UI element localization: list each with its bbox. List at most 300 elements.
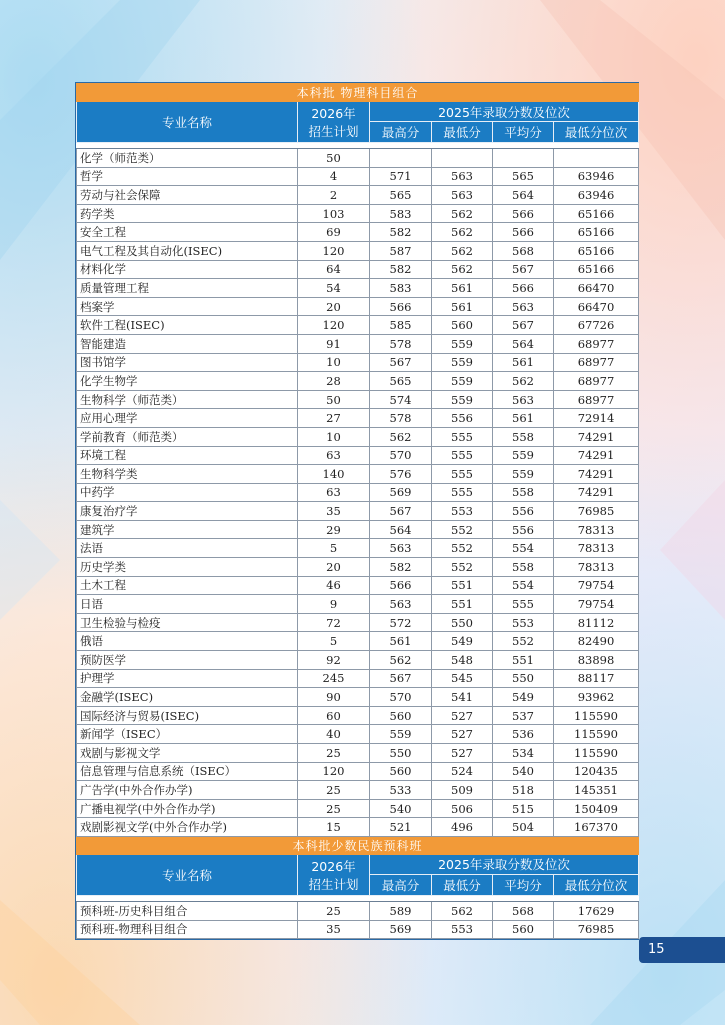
table-row [77,539,639,558]
plan-cell: 27 [298,409,370,428]
avg-score-cell: 563 [493,297,554,316]
major-cell: 劳动与社会保障 [77,186,298,205]
major-cell: 广告学(中外合作办学) [77,781,298,800]
plan-cell: 120 [298,241,370,260]
min-rank-cell: 115590 [554,744,639,763]
major-cell: 预科班-历史科目组合 [77,901,298,920]
min-rank-cell: 66470 [554,297,639,316]
min-score-cell: 541 [432,688,493,707]
min-rank-cell: 63946 [554,186,639,205]
max-score-cell: 559 [370,725,432,744]
table-row [77,334,639,353]
min-rank-cell: 74291 [554,483,639,502]
min-rank-cell: 65166 [554,260,639,279]
min-score-cell: 562 [432,241,493,260]
max-score-cell: 589 [370,901,432,920]
min-rank-cell: 82490 [554,632,639,651]
max-score-header: 最高分 [370,874,432,895]
plan-cell: 35 [298,502,370,521]
major-cell: 信息管理与信息系统（ISEC） [77,762,298,781]
plan-cell: 69 [298,223,370,242]
min-rank-cell: 68977 [554,334,639,353]
table-row [77,799,639,818]
min-rank-cell: 150409 [554,799,639,818]
avg-score-cell [493,149,554,168]
avg-score-cell: 561 [493,409,554,428]
plan-cell: 92 [298,651,370,670]
major-cell: 预科班-物理科目组合 [77,920,298,939]
section1-header [77,84,639,149]
plan-cell: 40 [298,725,370,744]
avg-score-cell: 558 [493,483,554,502]
table-row [77,520,639,539]
table-row [77,781,639,800]
table-row [77,409,639,428]
avg-score-cell: 561 [493,353,554,372]
min-score-cell: 560 [432,316,493,335]
plan-cell: 20 [298,297,370,316]
max-score-cell: 569 [370,483,432,502]
max-score-cell: 585 [370,316,432,335]
avg-score-cell: 553 [493,613,554,632]
section2-rows [77,901,639,938]
min-score-cell: 562 [432,223,493,242]
major-cell: 护理学 [77,669,298,688]
major-cell: 新闻学（ISEC） [77,725,298,744]
plan-cell: 91 [298,334,370,353]
max-score-cell: 572 [370,613,432,632]
major-cell: 质量管理工程 [77,279,298,298]
table-row [77,688,639,707]
major-cell: 安全工程 [77,223,298,242]
major-cell: 软件工程(ISEC) [77,316,298,335]
table-row [77,576,639,595]
min-rank-cell: 72914 [554,409,639,428]
min-score-cell: 527 [432,725,493,744]
plan-cell: 29 [298,520,370,539]
table-row [77,353,639,372]
table-row [77,279,639,298]
table-row [77,762,639,781]
min-score-cell: 549 [432,632,493,651]
major-cell: 图书馆学 [77,353,298,372]
min-rank-cell: 81112 [554,613,639,632]
table-row [77,316,639,335]
min-rank-cell: 88117 [554,669,639,688]
avg-score-cell: 559 [493,446,554,465]
plan-cell: 5 [298,539,370,558]
table-row [77,483,639,502]
min-score-cell: 552 [432,558,493,577]
plan-cell: 10 [298,353,370,372]
avg-score-cell: 515 [493,799,554,818]
table-row [77,297,639,316]
min-rank-cell: 79754 [554,595,639,614]
max-score-cell: 582 [370,260,432,279]
avg-score-cell: 567 [493,260,554,279]
min-rank-cell: 74291 [554,427,639,446]
plan-year: 2026年 [311,106,356,121]
table-row [77,260,639,279]
table-row [77,186,639,205]
max-score-cell: 565 [370,186,432,205]
major-cell: 土木工程 [77,576,298,595]
table-row [77,502,639,521]
min-rank-cell: 68977 [554,353,639,372]
min-rank-cell: 65166 [554,223,639,242]
min-score-cell: 496 [432,818,493,837]
plan-cell: 46 [298,576,370,595]
avg-score-cell: 559 [493,465,554,484]
major-cell: 金融学(ISEC) [77,688,298,707]
plan-cell: 20 [298,558,370,577]
max-score-cell: 564 [370,520,432,539]
avg-score-cell: 534 [493,744,554,763]
max-score-cell: 583 [370,279,432,298]
max-score-cell: 563 [370,595,432,614]
max-score-cell: 562 [370,427,432,446]
avg-score-cell: 536 [493,725,554,744]
min-score-cell: 524 [432,762,493,781]
plan-cell: 72 [298,613,370,632]
min-rank-cell: 68977 [554,390,639,409]
table-row [77,241,639,260]
min-score-cell: 527 [432,744,493,763]
score-group-header: 2025年录取分数及位次 [370,102,639,122]
section1-rows [77,149,639,837]
plan-header [298,102,370,143]
min-score-cell [432,149,493,168]
major-cell: 国际经济与贸易(ISEC) [77,706,298,725]
min-score-cell: 555 [432,427,493,446]
table-row [77,920,639,939]
max-score-cell: 578 [370,409,432,428]
avg-score-cell: 518 [493,781,554,800]
plan-cell: 25 [298,901,370,920]
table-row [77,390,639,409]
min-rank-cell: 120435 [554,762,639,781]
avg-score-cell: 504 [493,818,554,837]
min-score-cell: 563 [432,167,493,186]
plan-cell: 63 [298,446,370,465]
table-row [77,149,639,168]
plan-cell: 15 [298,818,370,837]
min-rank-cell: 145351 [554,781,639,800]
plan-cell: 64 [298,260,370,279]
plan-cell: 2 [298,186,370,205]
table-row [77,465,639,484]
min-score-cell: 561 [432,279,493,298]
avg-score-cell: 549 [493,688,554,707]
min-rank-cell: 63946 [554,167,639,186]
avg-score-cell: 563 [493,390,554,409]
avg-score-cell: 550 [493,669,554,688]
major-cell: 应用心理学 [77,409,298,428]
min-score-cell: 551 [432,595,493,614]
avg-score-header: 平均分 [493,122,554,143]
plan-cell: 50 [298,390,370,409]
min-score-cell: 562 [432,901,493,920]
major-cell: 历史学类 [77,558,298,577]
avg-score-cell: 564 [493,334,554,353]
max-score-cell: 565 [370,372,432,391]
major-header: 专业名称 [77,854,298,895]
max-score-cell: 583 [370,204,432,223]
min-score-cell: 552 [432,520,493,539]
plan-cell: 25 [298,744,370,763]
major-cell: 康复治疗学 [77,502,298,521]
max-score-cell: 567 [370,353,432,372]
major-cell: 哲学 [77,167,298,186]
table-row [77,223,639,242]
plan-label: 招生计划 [308,876,359,892]
plan-cell: 9 [298,595,370,614]
min-score-cell: 527 [432,706,493,725]
major-cell: 日语 [77,595,298,614]
max-score-cell: 560 [370,762,432,781]
major-cell: 中药学 [77,483,298,502]
min-rank-cell: 67726 [554,316,639,335]
max-score-cell: 560 [370,706,432,725]
score-group-header: 2025年录取分数及位次 [370,854,639,874]
avg-score-cell: 558 [493,427,554,446]
table-row [77,901,639,920]
min-rank-cell: 78313 [554,539,639,558]
plan-cell: 4 [298,167,370,186]
min-score-cell: 555 [432,446,493,465]
plan-cell: 63 [298,483,370,502]
min-score-cell: 553 [432,502,493,521]
table-row [77,706,639,725]
min-score-cell: 563 [432,186,493,205]
max-score-header: 最高分 [370,122,432,143]
avg-score-cell: 554 [493,576,554,595]
admission-table-container [75,82,639,940]
table-row [77,204,639,223]
section2-title: 本科批少数民族预科班 [77,836,639,854]
plan-cell: 25 [298,781,370,800]
min-rank-cell: 76985 [554,502,639,521]
avg-score-cell: 556 [493,520,554,539]
min-rank-cell: 78313 [554,520,639,539]
avg-score-cell: 540 [493,762,554,781]
avg-score-cell: 537 [493,706,554,725]
min-score-cell: 556 [432,409,493,428]
min-score-cell: 550 [432,613,493,632]
max-score-cell: 582 [370,223,432,242]
max-score-cell: 563 [370,539,432,558]
plan-cell: 140 [298,465,370,484]
avg-score-cell: 554 [493,539,554,558]
min-score-cell: 559 [432,334,493,353]
min-score-cell: 553 [432,920,493,939]
min-rank-cell: 68977 [554,372,639,391]
table-row [77,669,639,688]
table-row [77,446,639,465]
min-score-cell: 551 [432,576,493,595]
max-score-cell: 569 [370,920,432,939]
table-row [77,558,639,577]
min-score-cell: 555 [432,465,493,484]
major-cell: 建筑学 [77,520,298,539]
max-score-cell: 566 [370,576,432,595]
major-header: 专业名称 [77,102,298,143]
min-score-cell: 506 [432,799,493,818]
avg-score-cell: 555 [493,595,554,614]
min-rank-cell: 65166 [554,204,639,223]
min-score-cell: 559 [432,390,493,409]
plan-cell: 60 [298,706,370,725]
major-cell: 化学（师范类） [77,149,298,168]
major-cell: 化学生物学 [77,372,298,391]
table-row [77,167,639,186]
plan-header [298,854,370,895]
min-score-cell: 509 [432,781,493,800]
min-rank-cell: 17629 [554,901,639,920]
table-row [77,744,639,763]
min-rank-cell: 76985 [554,920,639,939]
table-row [77,427,639,446]
avg-score-cell: 565 [493,167,554,186]
min-score-cell: 562 [432,204,493,223]
min-score-cell: 561 [432,297,493,316]
avg-score-cell: 567 [493,316,554,335]
min-score-cell: 559 [432,372,493,391]
major-cell: 戏剧与影视文学 [77,744,298,763]
max-score-cell: 540 [370,799,432,818]
plan-cell: 120 [298,762,370,781]
avg-score-cell: 568 [493,241,554,260]
plan-year: 2026年 [311,858,356,874]
min-rank-cell: 93962 [554,688,639,707]
max-score-cell [370,149,432,168]
table-row [77,725,639,744]
major-cell: 法语 [77,539,298,558]
min-rank-cell: 167370 [554,818,639,837]
major-cell: 电气工程及其自动化(ISEC) [77,241,298,260]
plan-cell: 10 [298,427,370,446]
section1-title: 本科批 物理科目组合 [77,84,639,102]
plan-cell: 28 [298,372,370,391]
max-score-cell: 578 [370,334,432,353]
section2-header [77,836,639,901]
avg-score-cell: 552 [493,632,554,651]
max-score-cell: 561 [370,632,432,651]
max-score-cell: 574 [370,390,432,409]
min-score-header: 最低分 [432,874,493,895]
max-score-cell: 567 [370,502,432,521]
major-cell: 药学类 [77,204,298,223]
min-rank-cell: 83898 [554,651,639,670]
min-score-cell: 555 [432,483,493,502]
min-rank-cell: 78313 [554,558,639,577]
avg-score-cell: 566 [493,279,554,298]
min-score-cell: 548 [432,651,493,670]
min-rank-header: 最低分位次 [554,122,639,143]
max-score-cell: 570 [370,688,432,707]
plan-label: 招生计划 [308,124,359,139]
avg-score-cell: 558 [493,558,554,577]
max-score-cell: 576 [370,465,432,484]
plan-cell: 35 [298,920,370,939]
major-cell: 戏剧影视文学(中外合作办学) [77,818,298,837]
major-cell: 智能建造 [77,334,298,353]
plan-cell: 120 [298,316,370,335]
table-row [77,632,639,651]
avg-score-cell: 562 [493,372,554,391]
major-cell: 预防医学 [77,651,298,670]
admission-table [76,83,639,939]
max-score-cell: 587 [370,241,432,260]
min-rank-cell: 74291 [554,446,639,465]
min-rank-header: 最低分位次 [554,874,639,895]
major-cell: 卫生检验与检疫 [77,613,298,632]
min-rank-cell: 74291 [554,465,639,484]
max-score-cell: 562 [370,651,432,670]
min-score-cell: 559 [432,353,493,372]
avg-score-cell: 564 [493,186,554,205]
major-cell: 俄语 [77,632,298,651]
min-rank-cell [554,149,639,168]
max-score-cell: 571 [370,167,432,186]
max-score-cell: 582 [370,558,432,577]
major-cell: 环境工程 [77,446,298,465]
min-score-cell: 545 [432,669,493,688]
min-rank-cell: 65166 [554,241,639,260]
avg-score-cell: 568 [493,901,554,920]
min-score-header: 最低分 [432,122,493,143]
avg-score-cell: 556 [493,502,554,521]
major-cell: 生物科学（师范类） [77,390,298,409]
table-row [77,613,639,632]
max-score-cell: 550 [370,744,432,763]
major-cell: 档案学 [77,297,298,316]
avg-score-header: 平均分 [493,874,554,895]
min-rank-cell: 115590 [554,706,639,725]
avg-score-cell: 551 [493,651,554,670]
min-rank-cell: 79754 [554,576,639,595]
max-score-cell: 533 [370,781,432,800]
plan-cell: 90 [298,688,370,707]
plan-cell: 245 [298,669,370,688]
max-score-cell: 567 [370,669,432,688]
table-row [77,651,639,670]
table-row [77,818,639,837]
plan-cell: 25 [298,799,370,818]
max-score-cell: 566 [370,297,432,316]
max-score-cell: 570 [370,446,432,465]
table-row [77,372,639,391]
plan-cell: 5 [298,632,370,651]
plan-cell: 50 [298,149,370,168]
avg-score-cell: 560 [493,920,554,939]
plan-cell: 54 [298,279,370,298]
min-rank-cell: 66470 [554,279,639,298]
major-cell: 材料化学 [77,260,298,279]
avg-score-cell: 566 [493,223,554,242]
major-cell: 学前教育（师范类） [77,427,298,446]
avg-score-cell: 566 [493,204,554,223]
page-number: 15 [639,937,725,963]
table-row [77,595,639,614]
min-score-cell: 552 [432,539,493,558]
major-cell: 生物科学类 [77,465,298,484]
plan-cell: 103 [298,204,370,223]
min-score-cell: 562 [432,260,493,279]
min-rank-cell: 115590 [554,725,639,744]
major-cell: 广播电视学(中外合作办学) [77,799,298,818]
max-score-cell: 521 [370,818,432,837]
